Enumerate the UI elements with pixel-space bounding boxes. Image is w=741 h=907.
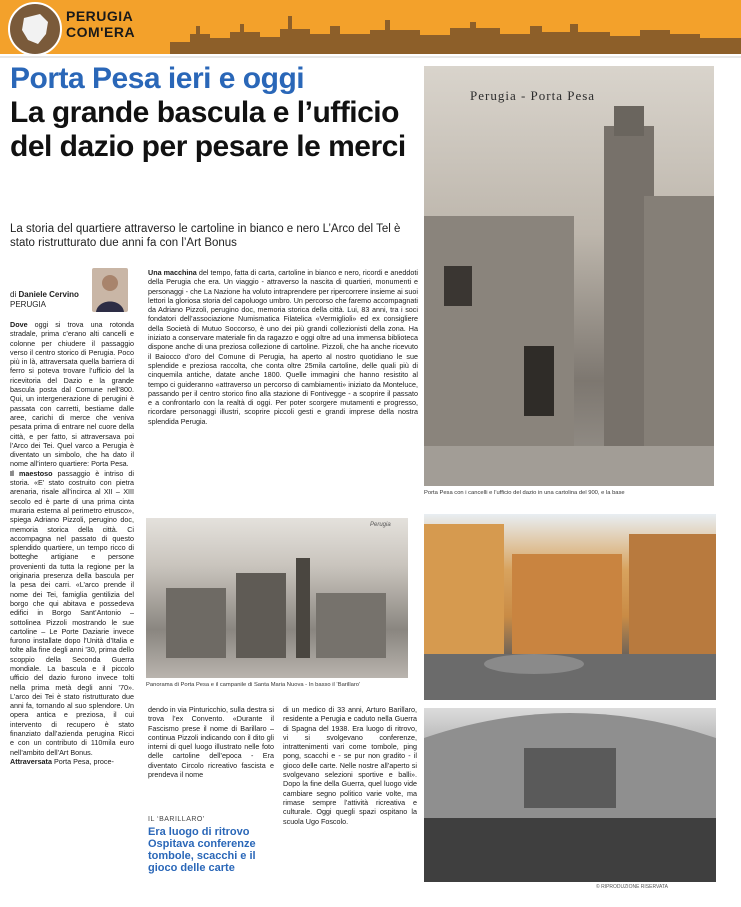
photo-panorama-caption: Panorama di Porta Pesa e il campanile di Santa Maria Nuova - In basso il ‘Barillaro’ xyxy=(146,682,361,688)
box-tag: IL ‘BARILLARO’ xyxy=(148,816,205,823)
section-title-line2: COM'ERA xyxy=(66,24,136,40)
region-map-icon xyxy=(10,4,60,54)
col4-text: di un medico di 33 anni, Arturo Barillaro, residente a Perugia e caduto nella Guerra di Spagna del 1938. Era luogo di ritrovo, vi si svolgevano conferenze, intrattenimenti vari come tombole, ping pong, scacchi e - se pur non gradito - il gioco delle carte. Nelle nostre all’aperto si svolgevano selezioni sportive e balli». Dopo la fine della Guerra, quel luogo vide cambiare segno politico varie volte, ma rimase sempre l’attività ricreativa e culturale. Oggi quegli spazi ospitano la scuola Ugo Foscolo. xyxy=(283,705,417,826)
col1-lead: Dove xyxy=(10,320,28,329)
section-title xyxy=(66,8,135,40)
umbria-logo xyxy=(8,2,62,56)
author-photo xyxy=(92,268,128,312)
photo-today xyxy=(424,514,716,700)
today-illustration xyxy=(424,514,716,700)
panorama-illustration xyxy=(146,518,408,678)
photo-barillaro xyxy=(424,708,716,882)
article-kicker: Porta Pesa ieri e oggi xyxy=(10,62,305,95)
article-summary: La storia del quartiere attraverso le cartoline in bianco e nero L’Arco del Tel è stato ristrutturato due anni fa con l’Art Bonus xyxy=(10,223,401,249)
section-title-line1: PERUGIA xyxy=(66,8,134,24)
porta-pesa-illustration xyxy=(424,66,714,486)
col3-text: dendo in via Pinturicchio, sulla destra si trova l’ex Convento. «Durante il Fascismo prese il nome di Barillaro – continua Pizzoli indicando con il dito gli interni di quel luogo illustrato nelle foto delle cartoline dell’epoca - Era diventato Circolo ricreativo fascista e prendeva il nome xyxy=(148,705,274,780)
postcard-ref: Perugia xyxy=(370,522,391,528)
author-city: PERUGIA xyxy=(10,300,47,309)
col1-text-3: Porta Pesa, proce- xyxy=(53,756,114,766)
body-column-4 xyxy=(283,705,417,885)
body-column-2 xyxy=(148,268,418,512)
top-divider xyxy=(0,56,741,58)
body-column-1 xyxy=(10,320,134,890)
col1-lead-3: Attraversata xyxy=(10,756,52,766)
byline xyxy=(10,290,79,310)
article-headline: La grande bascula e l’ufficio del dazio per pesare le merci xyxy=(10,96,406,163)
photo-porta-pesa-caption: Porta Pesa con i cancelli e l’ufficio del dazio in una cartolina del 900, e la base xyxy=(424,490,625,496)
barillaro-illustration xyxy=(424,708,716,882)
col2-text: del tempo, fatta di carta, cartoline in bianco e nero, ricordi e aneddoti della Perugia che era. Un viaggio - attraverso la nascita di quartieri, monumenti e personaggi - che La Nazione ha voluto intraprendere per ripercorrere insieme ai suoi lettori la gloriosa storia del capoluogo umbro. Un percorso che faremo accompagnati da Adriano Pizzoli, perugino doc, memoria storica della città. Lui, 83 anni, tra i soci fondatori dell’associazione Numismatica Filatelica «Vermiglioli» ed ex consigliere della Società di Mutuo Soccorso, è uno dei più grandi collezionisti della zona. Ha iniziato a conservare materiale fin da ragazzo e oggi oltre ad una immensa biblioteca dispone anche di una preziosa collezione di cartoline. Pizzoli, che ha anche ricevuto il Baiocco d’oro del Comune di Perugia, ha aperto al nostro quotidiano le sue splendide e preziosa raccolta, che conta oltre 25mila cartoline, delle quali più di cinquemila antiche, datate anche 1800. Quelle immagini che hanno resistito al tempo ci guideranno «attraverso un percorso di cambiamenti» iniziato da Monteluce, passando per il centro storico fino alla stazione di Fontivegge - a scoprire il passato e a confrontarlo con la realtà di oggi. Per poter scorgere mutamenti e progresso, ricordare personaggi illustri, scoprire piccoli gesti e grandi imprese della nostra splendida Perugia. xyxy=(148,268,418,426)
byline-prefix: di xyxy=(10,290,17,299)
photo-credit: © RIPRODUZIONE RISERVATA xyxy=(596,884,668,890)
col2-lead: Una macchina xyxy=(148,268,197,277)
col1-text: oggi si trova una rotonda stradale, prima c’erano alti cancelli e colonne per chiudere il passaggio verso il centro storico di Perugia. Poco più in là, attraversata quella barriera di ferro si poteva trovare l’ufficio del la ricevitoria del Dazio e la grande bascula posta dal Comune nell’800. Qui, un intergenerazione di perugini è passata con carretti, bestiame dalle aree, carichi di merce che veniva pesata prima di entrare nel cuore della città, e per fatto, si attraversava poi l’Arco dei Tei. Quel varco a Perugia è diventato un simbolo, che ha dato il nome all’intero quartiere: Porta Pesa. xyxy=(10,320,134,469)
skyline-illustration xyxy=(170,4,741,54)
body-column-3 xyxy=(148,705,274,815)
author-portrait-icon xyxy=(92,268,128,312)
photo-panorama xyxy=(146,518,408,678)
photo-porta-pesa xyxy=(424,66,714,486)
postcard-title: Perugia - Porta Pesa xyxy=(470,88,596,103)
author-name: Daniele Cervino xyxy=(18,290,79,299)
col1-lead-2: Il maestoso xyxy=(10,468,53,478)
box-heading: Era luogo di ritrovo Ospitava conferenze tombole, scacchi e il gioco delle carte xyxy=(148,826,256,874)
col1-text-2: passaggio è intriso di storia. «E’ stato costruito con pietra arenaria, risale all’incirca al XII – XIII secolo ed è parte di una prima cinta muraria esterna al perimetro etrusco», spiega Adriano Pizzoli, perugino doc, memoria storica della città. Ci accompagna nel passato di questo splendido quartiere, un tempo ricco di botteghe artigiane e persone provenienti da tutta la regione per la originaria presenza della bascula per la pesa dei carri. «L’arco prende il nome dei Tei, famiglia gentilizia del borgo che qui abitava e possedeva edifici in Borgo Sant’Antonio – sottolinea Pizzoli mostrando le sue cartoline – Le Porte Daziarie invece furono installate dopo l’Unità d’Italia e tolte alla fine degli anni ’30, prima dello scoppio della Seconda Guerra mondiale. La bascula e il piccolo ufficio del dazio furono invece tolti nella prima metà degli anni ’70». L’arco dei Tei è stato ristrutturato due anni fa, tornando al suo splendore. Un opera antica e preziosa, il cui intervento di recupero è stato finanziato dall’azienda perugina Ricci e con un contributo di 110mila euro nell’ambito dell’Art Bonus. xyxy=(10,468,134,757)
